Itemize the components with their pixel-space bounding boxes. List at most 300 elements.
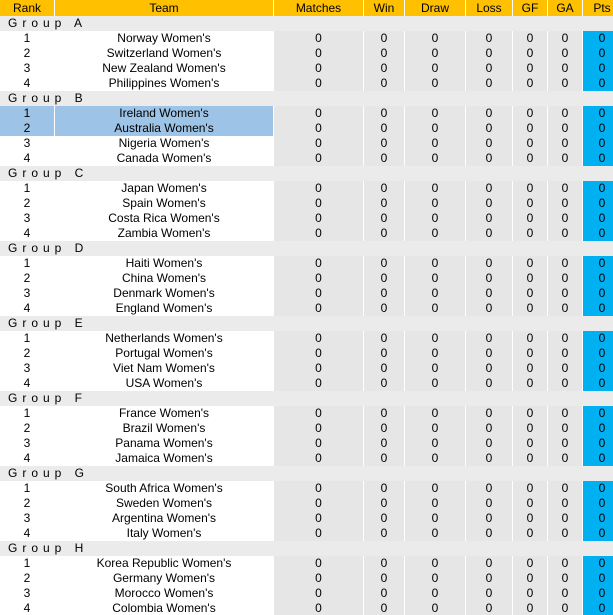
team-name-cell[interactable]: Japan Women's <box>55 181 273 196</box>
win-cell: 0 <box>364 286 404 301</box>
win-cell: 0 <box>364 601 404 615</box>
matches-cell: 0 <box>274 436 363 451</box>
table-header <box>0 0 613 16</box>
loss-cell: 0 <box>466 211 512 226</box>
team-name-cell[interactable]: New Zealand Women's <box>55 61 273 76</box>
team-name-cell[interactable]: USA Women's <box>55 376 273 391</box>
team-name-cell[interactable]: Argentina Women's <box>55 511 273 526</box>
ga-cell: 0 <box>548 556 582 571</box>
rank-cell: 2 <box>0 421 54 436</box>
group-row <box>0 391 613 406</box>
ga-cell: 0 <box>548 361 582 376</box>
loss-cell: 0 <box>466 586 512 601</box>
rank-cell: 2 <box>0 196 54 211</box>
team-name-cell[interactable]: Brazil Women's <box>55 421 273 436</box>
team-name-cell[interactable]: Italy Women's <box>55 526 273 541</box>
table-row[interactable] <box>0 346 613 361</box>
matches-cell: 0 <box>274 61 363 76</box>
table-row[interactable] <box>0 301 613 316</box>
win-cell: 0 <box>364 556 404 571</box>
pts-cell: 0 <box>583 31 613 46</box>
pts-cell: 0 <box>583 46 613 61</box>
ga-cell: 0 <box>548 346 582 361</box>
draw-cell: 0 <box>405 406 465 421</box>
loss-cell: 0 <box>466 286 512 301</box>
table-row[interactable] <box>0 496 613 511</box>
group-label: Group G <box>0 466 613 481</box>
group-row <box>0 241 613 256</box>
matches-cell: 0 <box>274 586 363 601</box>
draw-cell: 0 <box>405 106 465 121</box>
loss-cell: 0 <box>466 571 512 586</box>
win-cell: 0 <box>364 526 404 541</box>
win-cell: 0 <box>364 361 404 376</box>
gf-cell: 0 <box>513 151 547 166</box>
rank-cell: 3 <box>0 61 54 76</box>
group-label: Group E <box>0 316 613 331</box>
rank-cell: 4 <box>0 601 54 615</box>
win-cell: 0 <box>364 61 404 76</box>
win-cell: 0 <box>364 256 404 271</box>
draw-cell: 0 <box>405 121 465 136</box>
loss-cell: 0 <box>466 436 512 451</box>
matches-cell: 0 <box>274 31 363 46</box>
rank-cell: 2 <box>0 271 54 286</box>
loss-cell: 0 <box>466 181 512 196</box>
draw-cell: 0 <box>405 256 465 271</box>
draw-cell: 0 <box>405 211 465 226</box>
draw-cell: 0 <box>405 451 465 466</box>
draw-cell: 0 <box>405 376 465 391</box>
gf-cell: 0 <box>513 31 547 46</box>
pts-cell: 0 <box>583 136 613 151</box>
draw-cell: 0 <box>405 556 465 571</box>
matches-cell: 0 <box>274 256 363 271</box>
rank-cell: 3 <box>0 361 54 376</box>
team-name-cell[interactable]: Panama Women's <box>55 436 273 451</box>
win-cell: 0 <box>364 571 404 586</box>
draw-cell: 0 <box>405 286 465 301</box>
table-row[interactable] <box>0 511 613 526</box>
rank-cell: 4 <box>0 76 54 91</box>
gf-cell: 0 <box>513 421 547 436</box>
team-name-cell[interactable]: Zambia Women's <box>55 226 273 241</box>
rank-cell: 3 <box>0 586 54 601</box>
table-row[interactable] <box>0 196 613 211</box>
pts-cell: 0 <box>583 301 613 316</box>
gf-cell: 0 <box>513 376 547 391</box>
gf-cell: 0 <box>513 571 547 586</box>
gf-cell: 0 <box>513 286 547 301</box>
team-name-cell[interactable]: Philippines Women's <box>55 76 273 91</box>
matches-cell: 0 <box>274 331 363 346</box>
win-cell: 0 <box>364 211 404 226</box>
table-row[interactable] <box>0 436 613 451</box>
gf-cell: 0 <box>513 121 547 136</box>
team-name-cell[interactable]: Costa Rica Women's <box>55 211 273 226</box>
table-row[interactable] <box>0 586 613 601</box>
gf-cell: 0 <box>513 76 547 91</box>
team-name-cell[interactable]: Canada Women's <box>55 151 273 166</box>
matches-cell: 0 <box>274 196 363 211</box>
rank-cell: 1 <box>0 406 54 421</box>
pts-cell: 0 <box>583 121 613 136</box>
win-cell: 0 <box>364 406 404 421</box>
loss-cell: 0 <box>466 331 512 346</box>
ga-cell: 0 <box>548 451 582 466</box>
rank-cell: 4 <box>0 451 54 466</box>
rank-cell: 1 <box>0 181 54 196</box>
team-name-cell[interactable]: France Women's <box>55 406 273 421</box>
win-cell: 0 <box>364 46 404 61</box>
rank-cell: 1 <box>0 106 54 121</box>
win-cell: 0 <box>364 271 404 286</box>
gf-cell: 0 <box>513 256 547 271</box>
win-cell: 0 <box>364 436 404 451</box>
header-draw[interactable]: Draw <box>405 0 465 16</box>
matches-cell: 0 <box>274 151 363 166</box>
win-cell: 0 <box>364 346 404 361</box>
table-row[interactable] <box>0 76 613 91</box>
team-name-cell[interactable]: Switzerland Women's <box>55 46 273 61</box>
table-row[interactable] <box>0 211 613 226</box>
ga-cell: 0 <box>548 136 582 151</box>
rank-cell: 4 <box>0 526 54 541</box>
ga-cell: 0 <box>548 601 582 615</box>
gf-cell: 0 <box>513 361 547 376</box>
pts-cell: 0 <box>583 571 613 586</box>
loss-cell: 0 <box>466 601 512 615</box>
pts-cell: 0 <box>583 421 613 436</box>
group-label: Group A <box>0 16 613 31</box>
matches-cell: 0 <box>274 106 363 121</box>
win-cell: 0 <box>364 151 404 166</box>
win-cell: 0 <box>364 136 404 151</box>
header-loss[interactable]: Loss <box>466 0 512 16</box>
header-team[interactable]: Team <box>55 0 273 16</box>
matches-cell: 0 <box>274 181 363 196</box>
gf-cell: 0 <box>513 61 547 76</box>
draw-cell: 0 <box>405 271 465 286</box>
pts-cell: 0 <box>583 151 613 166</box>
ga-cell: 0 <box>548 511 582 526</box>
group-label: Group C <box>0 166 613 181</box>
pts-cell: 0 <box>583 256 613 271</box>
pts-cell: 0 <box>583 406 613 421</box>
ga-cell: 0 <box>548 76 582 91</box>
matches-cell: 0 <box>274 46 363 61</box>
loss-cell: 0 <box>466 361 512 376</box>
table-row[interactable] <box>0 481 613 496</box>
ga-cell: 0 <box>548 121 582 136</box>
table-row[interactable] <box>0 121 613 136</box>
pts-cell: 0 <box>583 226 613 241</box>
draw-cell: 0 <box>405 421 465 436</box>
table-row[interactable] <box>0 136 613 151</box>
draw-cell: 0 <box>405 181 465 196</box>
rank-cell: 2 <box>0 346 54 361</box>
table-row[interactable] <box>0 526 613 541</box>
rank-cell: 4 <box>0 151 54 166</box>
win-cell: 0 <box>364 451 404 466</box>
pts-cell: 0 <box>583 511 613 526</box>
table-row[interactable] <box>0 226 613 241</box>
gf-cell: 0 <box>513 346 547 361</box>
pts-cell: 0 <box>583 451 613 466</box>
table-row[interactable] <box>0 256 613 271</box>
team-name-cell[interactable]: Ireland Women's <box>55 106 273 121</box>
ga-cell: 0 <box>548 376 582 391</box>
loss-cell: 0 <box>466 46 512 61</box>
ga-cell: 0 <box>548 46 582 61</box>
draw-cell: 0 <box>405 76 465 91</box>
draw-cell: 0 <box>405 496 465 511</box>
win-cell: 0 <box>364 301 404 316</box>
pts-cell: 0 <box>583 376 613 391</box>
ga-cell: 0 <box>548 196 582 211</box>
loss-cell: 0 <box>466 256 512 271</box>
draw-cell: 0 <box>405 46 465 61</box>
gf-cell: 0 <box>513 181 547 196</box>
win-cell: 0 <box>364 226 404 241</box>
gf-cell: 0 <box>513 106 547 121</box>
table-row[interactable] <box>0 331 613 346</box>
team-name-cell[interactable]: China Women's <box>55 271 273 286</box>
team-name-cell[interactable]: Spain Women's <box>55 196 273 211</box>
draw-cell: 0 <box>405 61 465 76</box>
ga-cell: 0 <box>548 151 582 166</box>
team-name-cell[interactable]: Haiti Women's <box>55 256 273 271</box>
gf-cell: 0 <box>513 526 547 541</box>
team-name-cell[interactable]: Germany Women's <box>55 571 273 586</box>
matches-cell: 0 <box>274 211 363 226</box>
header-ga[interactable]: GA <box>548 0 582 16</box>
table-row[interactable] <box>0 46 613 61</box>
team-name-cell[interactable]: England Women's <box>55 301 273 316</box>
team-name-cell[interactable]: Nigeria Women's <box>55 136 273 151</box>
matches-cell: 0 <box>274 286 363 301</box>
draw-cell: 0 <box>405 346 465 361</box>
rank-cell: 2 <box>0 121 54 136</box>
ga-cell: 0 <box>548 181 582 196</box>
matches-cell: 0 <box>274 556 363 571</box>
pts-cell: 0 <box>583 286 613 301</box>
matches-cell: 0 <box>274 421 363 436</box>
pts-cell: 0 <box>583 181 613 196</box>
win-cell: 0 <box>364 31 404 46</box>
team-name-cell[interactable]: Netherlands Women's <box>55 331 273 346</box>
matches-cell: 0 <box>274 301 363 316</box>
gf-cell: 0 <box>513 301 547 316</box>
matches-cell: 0 <box>274 346 363 361</box>
loss-cell: 0 <box>466 481 512 496</box>
group-row <box>0 16 613 31</box>
draw-cell: 0 <box>405 226 465 241</box>
gf-cell: 0 <box>513 226 547 241</box>
matches-cell: 0 <box>274 601 363 615</box>
rank-cell: 4 <box>0 301 54 316</box>
loss-cell: 0 <box>466 511 512 526</box>
loss-cell: 0 <box>466 121 512 136</box>
loss-cell: 0 <box>466 376 512 391</box>
draw-cell: 0 <box>405 196 465 211</box>
team-name-cell[interactable]: Norway Women's <box>55 31 273 46</box>
table-row[interactable] <box>0 181 613 196</box>
matches-cell: 0 <box>274 136 363 151</box>
loss-cell: 0 <box>466 421 512 436</box>
win-cell: 0 <box>364 121 404 136</box>
draw-cell: 0 <box>405 31 465 46</box>
matches-cell: 0 <box>274 406 363 421</box>
loss-cell: 0 <box>466 271 512 286</box>
table-row[interactable] <box>0 571 613 586</box>
rank-cell: 2 <box>0 496 54 511</box>
table-row[interactable] <box>0 31 613 46</box>
table-row[interactable] <box>0 61 613 76</box>
ga-cell: 0 <box>548 331 582 346</box>
pts-cell: 0 <box>583 76 613 91</box>
table-row[interactable] <box>0 421 613 436</box>
header-gf[interactable]: GF <box>513 0 547 16</box>
win-cell: 0 <box>364 76 404 91</box>
pts-cell: 0 <box>583 331 613 346</box>
gf-cell: 0 <box>513 436 547 451</box>
ga-cell: 0 <box>548 436 582 451</box>
gf-cell: 0 <box>513 481 547 496</box>
pts-cell: 0 <box>583 61 613 76</box>
table-row[interactable] <box>0 151 613 166</box>
ga-cell: 0 <box>548 106 582 121</box>
pts-cell: 0 <box>583 526 613 541</box>
loss-cell: 0 <box>466 61 512 76</box>
ga-cell: 0 <box>548 421 582 436</box>
group-row <box>0 91 613 106</box>
draw-cell: 0 <box>405 136 465 151</box>
group-row <box>0 541 613 556</box>
pts-cell: 0 <box>583 496 613 511</box>
header-row <box>0 0 613 16</box>
draw-cell: 0 <box>405 301 465 316</box>
header-win[interactable]: Win <box>364 0 404 16</box>
table-row[interactable] <box>0 106 613 121</box>
draw-cell: 0 <box>405 586 465 601</box>
win-cell: 0 <box>364 511 404 526</box>
rank-cell: 1 <box>0 556 54 571</box>
table-row[interactable] <box>0 361 613 376</box>
pts-cell: 0 <box>583 556 613 571</box>
table-row[interactable] <box>0 451 613 466</box>
table-row[interactable] <box>0 376 613 391</box>
rank-cell: 1 <box>0 331 54 346</box>
draw-cell: 0 <box>405 511 465 526</box>
gf-cell: 0 <box>513 511 547 526</box>
ga-cell: 0 <box>548 226 582 241</box>
pts-cell: 0 <box>583 361 613 376</box>
draw-cell: 0 <box>405 601 465 615</box>
ga-cell: 0 <box>548 256 582 271</box>
draw-cell: 0 <box>405 526 465 541</box>
ga-cell: 0 <box>548 586 582 601</box>
team-name-cell[interactable]: Jamaica Women's <box>55 451 273 466</box>
matches-cell: 0 <box>274 361 363 376</box>
ga-cell: 0 <box>548 31 582 46</box>
win-cell: 0 <box>364 331 404 346</box>
gf-cell: 0 <box>513 406 547 421</box>
gf-cell: 0 <box>513 196 547 211</box>
group-label: Group D <box>0 241 613 256</box>
loss-cell: 0 <box>466 346 512 361</box>
table-row[interactable] <box>0 556 613 571</box>
rank-cell: 2 <box>0 46 54 61</box>
team-name-cell[interactable]: Sweden Women's <box>55 496 273 511</box>
table-row[interactable] <box>0 406 613 421</box>
loss-cell: 0 <box>466 301 512 316</box>
loss-cell: 0 <box>466 151 512 166</box>
team-name-cell[interactable]: Korea Republic Women's <box>55 556 273 571</box>
pts-cell: 0 <box>583 346 613 361</box>
rank-cell: 3 <box>0 211 54 226</box>
table-body <box>0 16 613 615</box>
ga-cell: 0 <box>548 301 582 316</box>
loss-cell: 0 <box>466 526 512 541</box>
ga-cell: 0 <box>548 496 582 511</box>
table-row[interactable] <box>0 286 613 301</box>
matches-cell: 0 <box>274 451 363 466</box>
gf-cell: 0 <box>513 136 547 151</box>
matches-cell: 0 <box>274 511 363 526</box>
matches-cell: 0 <box>274 226 363 241</box>
win-cell: 0 <box>364 106 404 121</box>
pts-cell: 0 <box>583 211 613 226</box>
gf-cell: 0 <box>513 211 547 226</box>
rank-cell: 2 <box>0 571 54 586</box>
gf-cell: 0 <box>513 496 547 511</box>
rank-cell: 3 <box>0 136 54 151</box>
team-name-cell[interactable]: Australia Women's <box>55 121 273 136</box>
gf-cell: 0 <box>513 586 547 601</box>
gf-cell: 0 <box>513 271 547 286</box>
rank-cell: 1 <box>0 256 54 271</box>
table-row[interactable] <box>0 601 613 615</box>
loss-cell: 0 <box>466 226 512 241</box>
rank-cell: 1 <box>0 31 54 46</box>
group-row <box>0 166 613 181</box>
pts-cell: 0 <box>583 196 613 211</box>
header-rank[interactable]: Rank <box>0 0 54 16</box>
team-name-cell[interactable]: Portugal Women's <box>55 346 273 361</box>
group-label: Group B <box>0 91 613 106</box>
win-cell: 0 <box>364 181 404 196</box>
team-name-cell[interactable]: Denmark Women's <box>55 286 273 301</box>
team-name-cell[interactable]: Colombia Women's <box>55 601 273 615</box>
group-label: Group H <box>0 541 613 556</box>
table-row[interactable] <box>0 271 613 286</box>
header-matches[interactable]: Matches <box>274 0 363 16</box>
team-name-cell[interactable]: Morocco Women's <box>55 586 273 601</box>
loss-cell: 0 <box>466 196 512 211</box>
pts-cell: 0 <box>583 586 613 601</box>
loss-cell: 0 <box>466 406 512 421</box>
matches-cell: 0 <box>274 121 363 136</box>
team-name-cell[interactable]: Viet Nam Women's <box>55 361 273 376</box>
draw-cell: 0 <box>405 436 465 451</box>
ga-cell: 0 <box>548 571 582 586</box>
gf-cell: 0 <box>513 46 547 61</box>
team-name-cell[interactable]: South Africa Women's <box>55 481 273 496</box>
pts-cell: 0 <box>583 481 613 496</box>
group-label: Group F <box>0 391 613 406</box>
header-pts[interactable]: Pts <box>583 0 613 16</box>
